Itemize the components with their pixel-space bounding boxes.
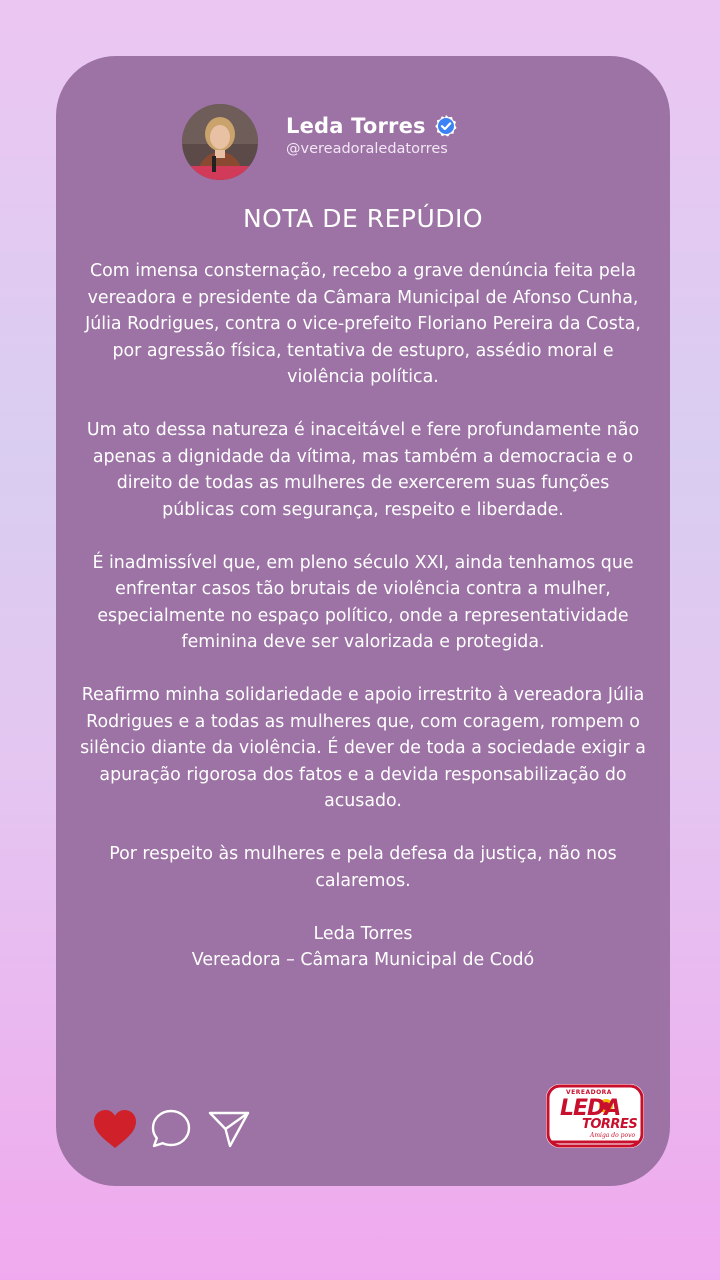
- user-handle[interactable]: @vereadoraledatorres: [286, 140, 448, 157]
- comment-icon: [150, 1108, 194, 1150]
- logo-main-text: LEDA: [560, 1096, 621, 1121]
- leda-torres-logo: [546, 1084, 644, 1148]
- user-name[interactable]: Leda Torres: [286, 113, 426, 138]
- note-paragraph: Reafirmo minha solidariedade e apoio irrestrito à vereadora Júlia Rodrigues e a todas as mulheres que, com coragem, rompem o silêncio diante da violência. É dever de toda a sociedade exigir a apuração rigorosa dos fatos e a devida responsabilização do acusado.: [80, 685, 646, 811]
- avatar[interactable]: [182, 104, 258, 180]
- note-paragraph: É inadmissível que, em pleno século XXI, ainda tenhamos que enfrentar casos tão brutais de violência contra a mulher, especialmente no espaço político, onde a representatividade feminina deve ser valorizada e protegida.: [92, 552, 634, 652]
- note-title: NOTA DE REPÚDIO: [242, 204, 484, 233]
- signature: [78, 921, 648, 974]
- share-button[interactable]: [206, 1108, 252, 1154]
- user-text: [286, 114, 458, 157]
- post-card: [56, 56, 670, 1186]
- post-header: [182, 104, 458, 180]
- logo-top-text: VEREADORA: [566, 1089, 612, 1096]
- logo-slogan: Amiga do povo: [590, 1132, 636, 1139]
- heart-icon: [92, 1108, 138, 1150]
- signature-name: Leda Torres: [313, 923, 413, 944]
- signature-role: Vereadora – Câmara Municipal de Codó: [191, 950, 535, 970]
- note-paragraph: Um ato dessa natureza é inaceitável e fere profundamente não apenas a dignidade da vítima, mas também a democracia e o direito de todas as mulheres de exercerem suas funções públicas com segurança, respeito e liberdade.: [86, 420, 640, 520]
- send-icon: [206, 1108, 252, 1150]
- logo-sub-text: TORRES: [582, 1117, 638, 1132]
- note-paragraph: Por respeito às mulheres e pela defesa da justiça, não nos calaremos.: [109, 844, 617, 891]
- like-button[interactable]: [92, 1108, 138, 1154]
- name-row: [286, 114, 458, 138]
- note-body: [78, 258, 648, 1000]
- comment-button[interactable]: [150, 1108, 194, 1154]
- verified-badge-icon: [434, 114, 458, 138]
- post-actions: [92, 1108, 264, 1154]
- note-paragraph: Com imensa consternação, recebo a grave denúncia feita pela vereadora e presidente da Câmara Municipal de Afonso Cunha, Júlia Rodrigues, contra o vice-prefeito Floriano Pereira da Costa, por agressão física, tentativa de estupro, assédio moral e violência política.: [85, 261, 641, 387]
